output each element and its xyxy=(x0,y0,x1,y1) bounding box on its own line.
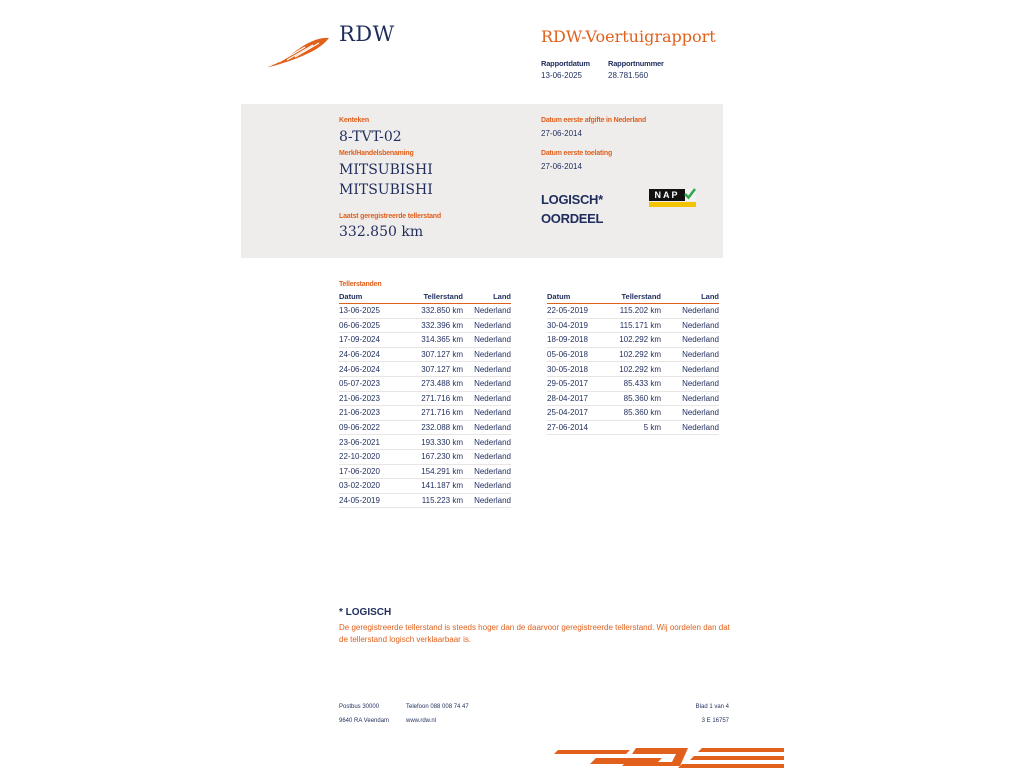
row-country: Nederland xyxy=(661,362,719,377)
row-date: 03-02-2020 xyxy=(339,479,409,494)
row-date: 22-05-2019 xyxy=(547,304,617,319)
row-odometer: 154.291 km xyxy=(409,464,463,479)
row-country: Nederland xyxy=(463,347,511,362)
table-row xyxy=(339,362,511,377)
plate-value: 8-TVT-02 xyxy=(339,129,402,145)
row-country: Nederland xyxy=(463,449,511,464)
row-country: Nederland xyxy=(463,479,511,494)
row-odometer: 5 km xyxy=(617,420,661,435)
row-country: Nederland xyxy=(463,493,511,508)
checkmark-icon xyxy=(683,187,697,201)
row-country: Nederland xyxy=(463,464,511,479)
row-date: 17-06-2020 xyxy=(339,464,409,479)
first-issue-nl-value: 27-06-2014 xyxy=(541,129,582,138)
row-date: 24-06-2024 xyxy=(339,347,409,362)
row-date: 13-06-2025 xyxy=(339,304,409,319)
row-date: 25-04-2017 xyxy=(547,406,617,421)
odometer-table-right xyxy=(547,292,719,435)
table-row xyxy=(547,406,719,421)
footer-phone: Telefoon 088 008 74 47 xyxy=(406,704,469,710)
first-admission-value: 27-06-2014 xyxy=(541,162,582,171)
row-odometer: 85.360 km xyxy=(617,406,661,421)
row-odometer: 271.716 km xyxy=(409,391,463,406)
row-country: Nederland xyxy=(661,406,719,421)
report-date-label: Rapportdatum xyxy=(541,59,590,68)
row-odometer: 232.088 km xyxy=(409,420,463,435)
row-country: Nederland xyxy=(463,420,511,435)
row-date: 06-06-2025 xyxy=(339,318,409,333)
table-row xyxy=(339,391,511,406)
odometer-section-title: Tellerstanden xyxy=(339,281,382,288)
table-row xyxy=(547,347,719,362)
table-row xyxy=(547,376,719,391)
row-country: Nederland xyxy=(463,376,511,391)
row-odometer: 273.488 km xyxy=(409,376,463,391)
row-country: Nederland xyxy=(463,304,511,319)
row-odometer: 307.127 km xyxy=(409,347,463,362)
row-odometer: 307.127 km xyxy=(409,362,463,377)
odometer-value: 332.850 km xyxy=(339,224,424,240)
table-row xyxy=(339,464,511,479)
row-country: Nederland xyxy=(661,347,719,362)
rdw-stripes-decoration xyxy=(552,746,784,768)
column-header-date: Datum xyxy=(339,292,409,304)
row-odometer: 271.716 km xyxy=(409,406,463,421)
table-row xyxy=(547,420,719,435)
row-country: Nederland xyxy=(463,318,511,333)
row-date: 22-10-2020 xyxy=(339,449,409,464)
table-row xyxy=(339,376,511,391)
footnote-body: De geregistreerde tellerstand is steeds hoger dan de daarvoor geregistreerde tellerstand. Wij oordelen dan dat de tellerstand logisch verklaarbaar is. xyxy=(339,623,730,644)
row-date: 28-04-2017 xyxy=(547,391,617,406)
row-date: 17-09-2024 xyxy=(339,333,409,348)
row-odometer: 85.360 km xyxy=(617,391,661,406)
row-odometer: 332.396 km xyxy=(409,318,463,333)
footer-address-line2: 9640 RA Veendam xyxy=(339,718,390,724)
verdict-line2: OORDEEL xyxy=(541,211,604,226)
row-date: 27-06-2014 xyxy=(547,420,617,435)
row-country: Nederland xyxy=(661,318,719,333)
column-header-country: Land xyxy=(661,292,719,304)
nap-logo-text: NAP xyxy=(649,189,685,201)
row-date: 24-06-2024 xyxy=(339,362,409,377)
row-date: 18-09-2018 xyxy=(547,333,617,348)
column-header-date: Datum xyxy=(547,292,617,304)
row-odometer: 102.292 km xyxy=(617,333,661,348)
odometer-table-left xyxy=(339,292,511,508)
report-date-value: 13-06-2025 xyxy=(541,71,582,80)
row-country: Nederland xyxy=(463,406,511,421)
table-row xyxy=(547,362,719,377)
row-date: 23-06-2021 xyxy=(339,435,409,450)
logo-text: RDW xyxy=(339,22,395,46)
table-row xyxy=(339,479,511,494)
column-header-country: Land xyxy=(463,292,511,304)
table-row xyxy=(547,318,719,333)
row-date: 05-07-2023 xyxy=(339,376,409,391)
row-country: Nederland xyxy=(463,435,511,450)
table-row xyxy=(339,304,511,319)
row-date: 30-04-2019 xyxy=(547,318,617,333)
table-row xyxy=(339,318,511,333)
column-header-odometer: Tellerstand xyxy=(617,292,661,304)
row-country: Nederland xyxy=(661,420,719,435)
report-number-label: Rapportnummer xyxy=(608,59,664,68)
table-row xyxy=(547,391,719,406)
row-date: 09-06-2022 xyxy=(339,420,409,435)
report-number-value: 28.781.560 xyxy=(608,71,649,80)
row-country: Nederland xyxy=(661,391,719,406)
row-country: Nederland xyxy=(463,391,511,406)
footer-page: Blad 1 van 4 xyxy=(695,704,729,710)
table-row xyxy=(339,406,511,421)
table-row xyxy=(339,493,511,508)
row-odometer: 141.187 km xyxy=(409,479,463,494)
row-country: Nederland xyxy=(661,376,719,391)
table-row xyxy=(339,333,511,348)
brand-value: MITSUBISHI xyxy=(339,162,433,178)
footer-website: www.rdw.nl xyxy=(406,718,437,724)
row-odometer: 115.171 km xyxy=(617,318,661,333)
row-country: Nederland xyxy=(463,333,511,348)
plate-label: Kenteken xyxy=(339,117,369,124)
table-row xyxy=(339,435,511,450)
rdw-logo-feather-icon xyxy=(265,34,331,70)
row-odometer: 167.230 km xyxy=(409,449,463,464)
row-odometer: 115.223 km xyxy=(409,493,463,508)
table-row xyxy=(547,304,719,319)
table-row xyxy=(339,449,511,464)
row-odometer: 314.365 km xyxy=(409,333,463,348)
table-row xyxy=(339,347,511,362)
first-issue-nl-label: Datum eerste afgifte in Nederland xyxy=(541,117,647,124)
odometer-label: Laatst geregistreerde tellerstand xyxy=(339,213,441,220)
row-country: Nederland xyxy=(661,333,719,348)
footnote-title: * LOGISCH xyxy=(339,607,392,618)
row-odometer: 102.292 km xyxy=(617,362,661,377)
row-country: Nederland xyxy=(661,304,719,319)
row-date: 05-06-2018 xyxy=(547,347,617,362)
row-country: Nederland xyxy=(463,362,511,377)
vehicle-summary-band xyxy=(241,104,723,258)
brand-label: Merk/Handelsbenaming xyxy=(339,150,414,157)
first-admission-label: Datum eerste toelating xyxy=(541,150,613,157)
table-row xyxy=(339,420,511,435)
table-row xyxy=(547,333,719,348)
footer-address-line1: Postbus 30000 xyxy=(339,704,380,710)
band-notch xyxy=(241,246,311,260)
row-date: 29-05-2017 xyxy=(547,376,617,391)
row-date: 21-06-2023 xyxy=(339,406,409,421)
nap-logo xyxy=(649,189,696,207)
footer-code: 3 E 16757 xyxy=(701,718,729,724)
verdict-line1: LOGISCH* xyxy=(541,192,603,207)
report-title: RDW-Voertuigrapport xyxy=(541,27,716,46)
row-odometer: 85.433 km xyxy=(617,376,661,391)
model-value: MITSUBISHI xyxy=(339,182,433,198)
row-date: 24-05-2019 xyxy=(339,493,409,508)
row-odometer: 193.330 km xyxy=(409,435,463,450)
row-date: 21-06-2023 xyxy=(339,391,409,406)
row-odometer: 102.292 km xyxy=(617,347,661,362)
row-date: 30-05-2018 xyxy=(547,362,617,377)
column-header-odometer: Tellerstand xyxy=(409,292,463,304)
row-odometer: 115.202 km xyxy=(617,304,661,319)
row-odometer: 332.850 km xyxy=(409,304,463,319)
